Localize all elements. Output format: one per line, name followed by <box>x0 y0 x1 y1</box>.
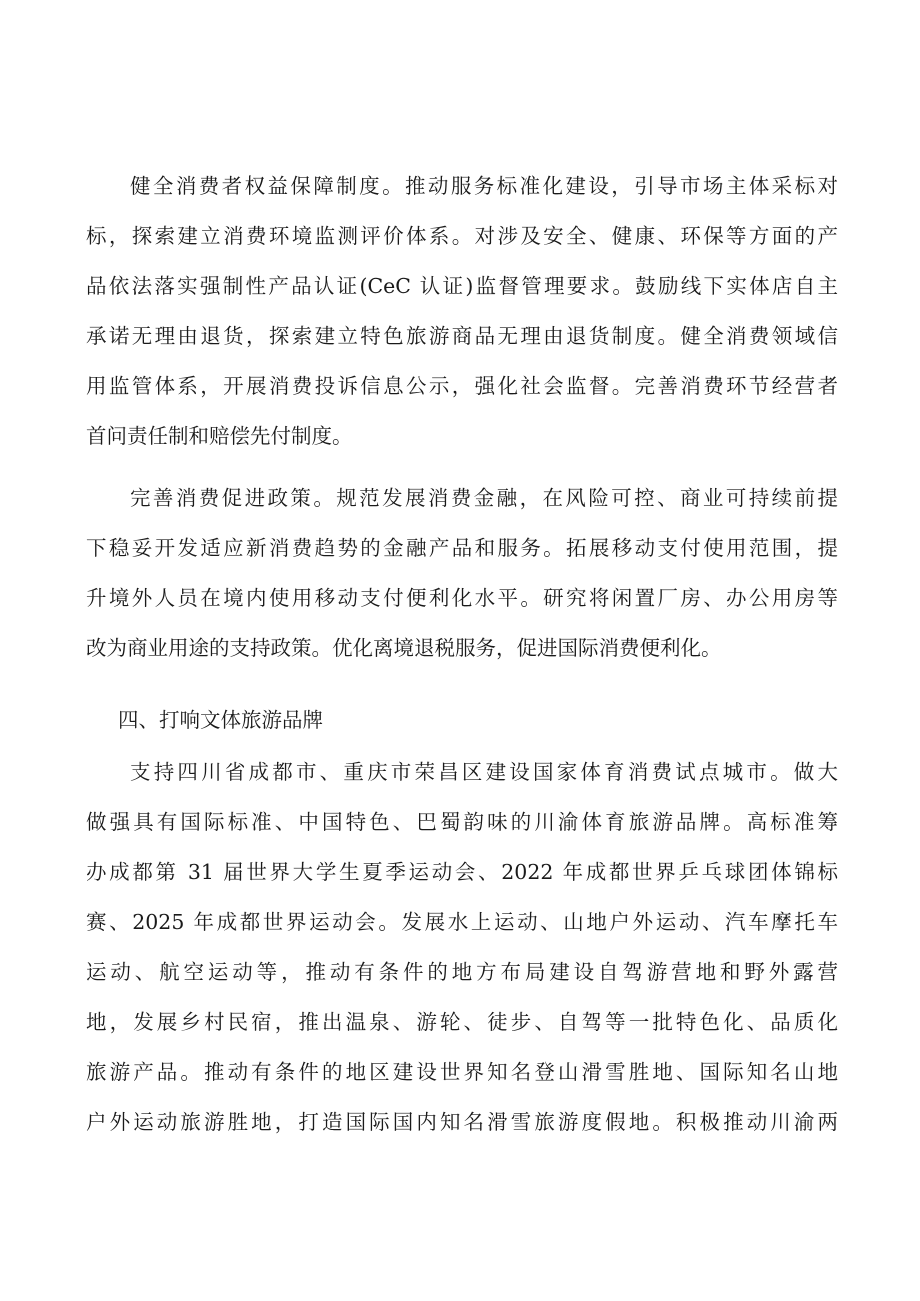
paragraph-3-line-6: 地，发展乡村民宿，推出温泉、游轮、徒步、自驾等一批特色化、品质化 <box>86 1010 838 1034</box>
paragraph-2-line-3: 升境外人员在境内使用移动支付便利化水平。研究将闲置厂房、办公用房等 <box>86 586 838 610</box>
paragraph-3-line-2: 做强具有国际标准、中国特色、巴蜀韵味的川渝体育旅游品牌。高标准筹 <box>86 810 838 834</box>
paragraph-2-line-2: 下稳妥开发适应新消费趋势的金融产品和服务。拓展移动支付使用范围，提 <box>86 536 838 560</box>
paragraph-3-line-3: 办成都第 31 届世界大学生夏季运动会、2022 年成都世界乒乓球团体锦标 <box>86 860 838 884</box>
paragraph-3-line-4: 赛、2025 年成都世界运动会。发展水上运动、山地户外运动、汽车摩托车 <box>86 910 838 934</box>
section-heading: 四、打响文体旅游品牌 <box>118 708 323 732</box>
paragraph-3-line-5: 运动、航空运动等，推动有条件的地方布局建设自驾游营地和野外露营 <box>86 960 838 984</box>
paragraph-3-line-8: 户外运动旅游胜地，打造国际国内知名滑雪旅游度假地。积极推动川渝两 <box>86 1110 838 1134</box>
paragraph-1-line-1: 健全消费者权益保障制度。推动服务标准化建设，引导市场主体采标对 <box>130 174 838 198</box>
paragraph-1-line-5: 用监管体系，开展消费投诉信息公示，强化社会监督。完善消费环节经营者 <box>86 374 838 398</box>
paragraph-2-line-4: 改为商业用途的支持政策。优化离境退税服务，促进国际消费便利化。 <box>86 636 722 660</box>
paragraph-1-line-3: 品依法落实强制性产品认证(CeC 认证)监督管理要求。鼓励线下实体店自主 <box>86 274 838 298</box>
paragraph-2-line-1: 完善消费促进政策。规范发展消费金融，在风险可控、商业可持续前提 <box>130 486 838 510</box>
paragraph-1-line-6: 首问责任制和赔偿先付制度。 <box>86 424 353 448</box>
paragraph-1-line-4: 承诺无理由退货，探索建立特色旅游商品无理由退货制度。健全消费领域信 <box>86 324 838 348</box>
paragraph-3-line-1: 支持四川省成都市、重庆市荣昌区建设国家体育消费试点城市。做大 <box>130 760 838 784</box>
paragraph-1-line-2: 标，探索建立消费环境监测评价体系。对涉及安全、健康、环保等方面的产 <box>86 224 838 248</box>
paragraph-3-line-7: 旅游产品。推动有条件的地区建设世界知名登山滑雪胜地、国际知名山地 <box>86 1060 838 1084</box>
